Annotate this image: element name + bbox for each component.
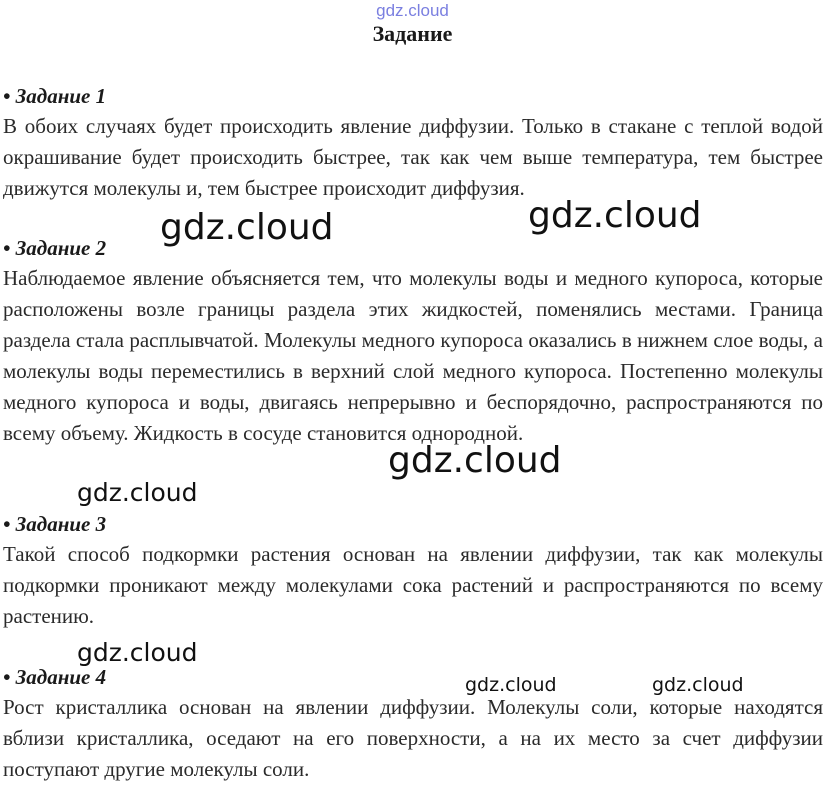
watermark: gdz.cloud xyxy=(465,674,557,696)
watermark: gdz.cloud xyxy=(160,207,334,248)
task-heading: • Задание 1 xyxy=(3,84,107,108)
task-section-3 xyxy=(3,509,823,632)
watermark: gdz.cloud xyxy=(77,478,198,507)
task-heading: • Задание 2 xyxy=(3,236,107,260)
watermark: gdz.cloud xyxy=(388,440,562,481)
page-title: Задание xyxy=(372,21,453,46)
task-section-2 xyxy=(3,233,823,449)
task-text: В обоих случаях будет происходить явление диффузии. Только в стакане с теплой водой окрашивание будет происходить быстрее, так как чем выше температура, тем быстрее движутся молекулы и, тем быстрее происходит диффузия. xyxy=(3,114,823,200)
header-watermark: gdz.cloud xyxy=(376,1,449,20)
task-text: Наблюдаемое явление объясняется тем, что молекулы воды и медного купороса, которые расположены возле границы раздела этих жидкостей, поменялись местами. Граница раздела стала расплывчатой. Молекулы медного купороса оказались в нижнем слое воды, а молекулы воды переместились в верхний слой медного купороса. Постепенно молекулы медного купороса и воды, двигаясь непрерывно и беспорядочно, распространяются по всему объему. Жидкость в сосуде становится однородной. xyxy=(3,266,823,445)
watermark: gdz.cloud xyxy=(652,674,744,696)
task-text: Рост кристаллика основан на явлении диффузии. Молекулы соли, которые находятся вблизи кристаллика, оседают на его поверхности, а на их место за счет диффузии поступают другие молекулы соли. xyxy=(3,695,823,781)
watermark: gdz.cloud xyxy=(77,638,198,667)
watermark: gdz.cloud xyxy=(528,195,702,236)
task-section-1 xyxy=(3,81,823,204)
task-heading: • Задание 3 xyxy=(3,512,107,536)
task-text: Такой способ подкормки растения основан на явлении диффузии, так как молекулы подкормки проникают между молекулами сока растений и распространяются по всему растению. xyxy=(3,542,823,628)
task-heading: • Задание 4 xyxy=(3,665,107,689)
